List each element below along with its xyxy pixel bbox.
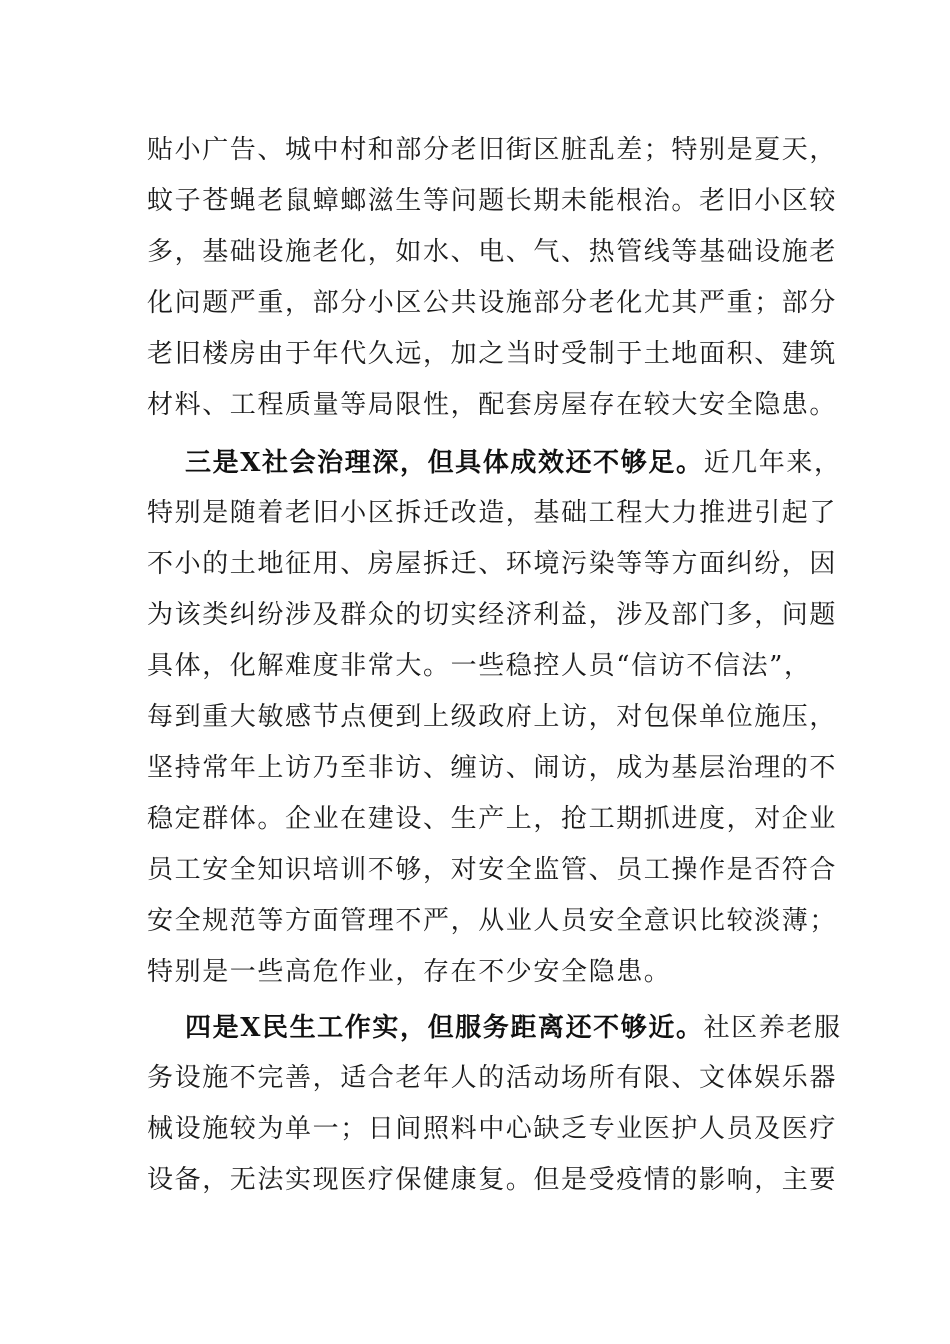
paragraph-2-heading-tail: 近几年来， [703, 448, 842, 478]
paragraph-1-line-6: 材料、工程质量等局限性，配套房屋存在较大安全隐患。 [147, 390, 838, 420]
paragraph-2-line-4: 具体，化解难度非常大。一些稳控人员“信访不信法”， [147, 651, 812, 681]
paragraph-3-heading: 四是X民生工作实，但服务距离还不够近。 [185, 1013, 704, 1043]
paragraph-2-line-3: 为该类纠纷涉及群众的切实经济利益，涉及部门多，问题 [147, 600, 838, 630]
paragraph-2-first-line [147, 448, 842, 478]
paragraph-1-line-3: 多，基础设施老化，如水、电、气、热管线等基础设施老 [147, 237, 838, 267]
paragraph-2-line-10: 特别是一些高危作业，存在不少安全隐患。 [147, 957, 672, 987]
paragraph-2-line-2: 不小的土地征用、房屋拆迁、环境污染等等方面纠纷，因 [147, 549, 838, 579]
paragraph-3-line-3: 设备，无法实现医疗保健康复。但是受疫情的影响，主要 [147, 1165, 838, 1195]
paragraph-1-line-1: 贴小广告、城中村和部分老旧街区脏乱差；特别是夏天， [147, 135, 838, 165]
paragraph-2-line-5: 每到重大敏感节点便到上级政府上访，对包保单位施压， [147, 702, 838, 732]
paragraph-2-line-9: 安全规范等方面管理不严，从业人员安全意识比较淡薄； [147, 906, 838, 936]
paragraph-2-line-7: 稳定群体。企业在建设、生产上，抢工期抓进度，对企业 [147, 804, 838, 834]
paragraph-2-line-8: 员工安全知识培训不够，对安全监管、员工操作是否符合 [147, 855, 838, 885]
paragraph-3-heading-tail: 社区养老服 [703, 1013, 842, 1043]
paragraph-3-line-2: 械设施较为单一；日间照料中心缺乏专业医护人员及医疗 [147, 1114, 838, 1144]
paragraph-1-line-5: 老旧楼房由于年代久远，加之当时受制于土地面积、建筑 [147, 339, 838, 369]
paragraph-1-line-4: 化问题严重，部分小区公共设施部分老化尤其严重；部分 [147, 288, 838, 318]
paragraph-2-heading: 三是X社会治理深，但具体成效还不够足。 [185, 448, 704, 478]
paragraph-1-line-2: 蚊子苍蝇老鼠蟑螂滋生等问题长期未能根治。老旧小区较 [147, 186, 838, 216]
paragraph-2-line-1: 特别是随着老旧小区拆迁改造，基础工程大力推进引起了 [147, 498, 838, 528]
paragraph-3-line-1: 务设施不完善，适合老年人的活动场所有限、文体娱乐器 [147, 1063, 838, 1093]
paragraph-3-first-line [147, 1013, 842, 1043]
paragraph-2-line-6: 坚持常年上访乃至非访、缠访、闹访，成为基层治理的不 [147, 753, 838, 783]
